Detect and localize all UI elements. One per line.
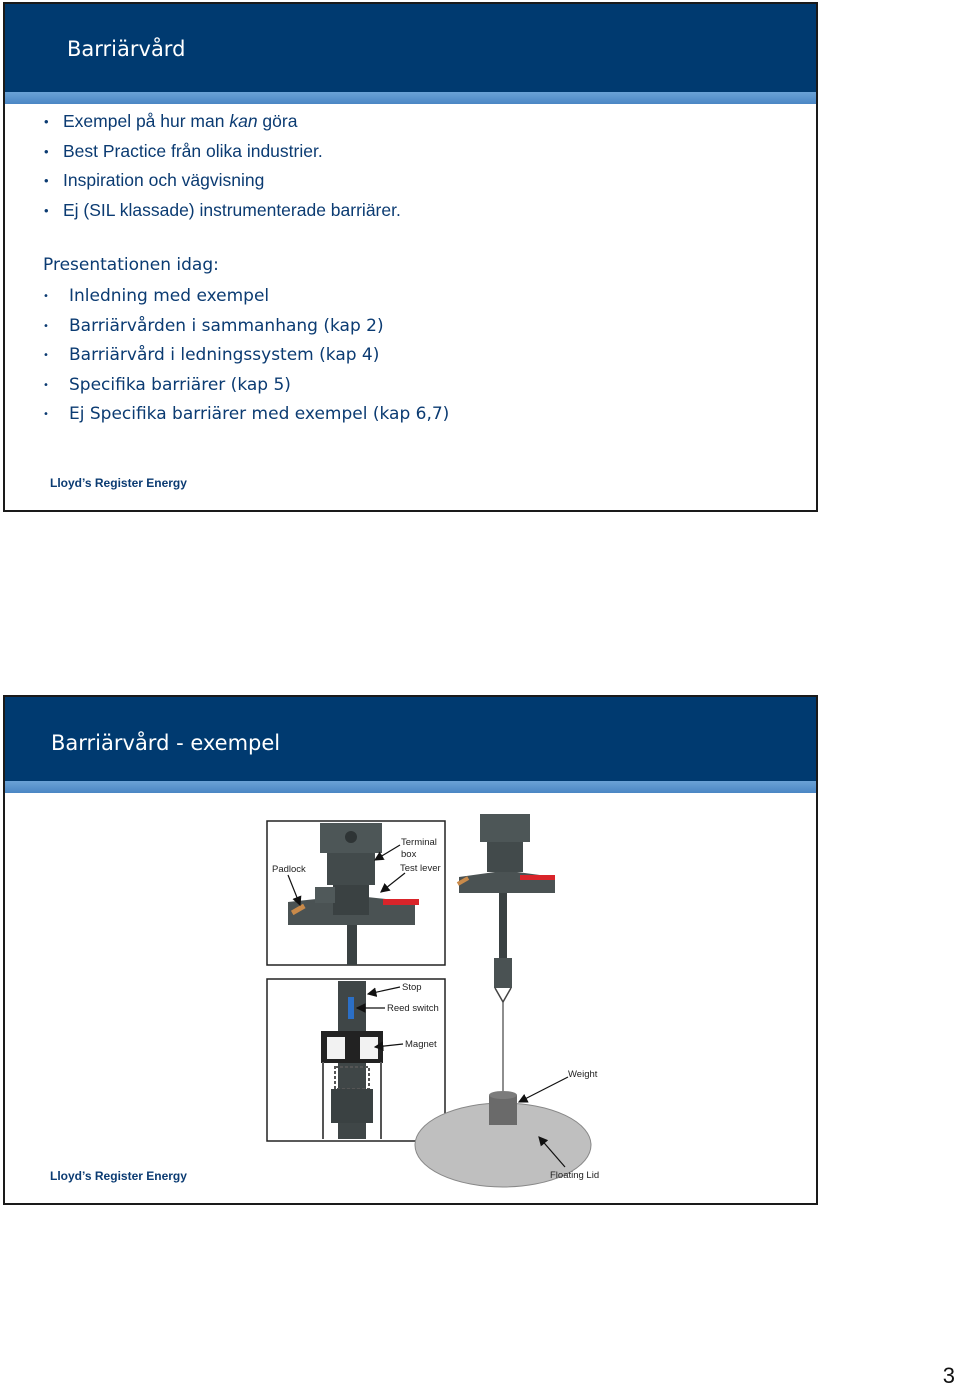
bullet-item: • Exempel på hur man kan göra xyxy=(43,107,401,137)
agenda-item: • Inledning med exempel xyxy=(43,282,449,312)
agenda-item: • Barriärvården i sammanhang (kap 2) xyxy=(43,312,449,342)
label-reed-switch: Reed switch xyxy=(387,1003,439,1014)
agenda-heading: Presentationen idag: xyxy=(43,255,219,275)
slide-title: Barriärvård xyxy=(67,37,186,61)
label-terminal-box-2: box xyxy=(401,849,417,860)
page-number: 3 xyxy=(942,1363,955,1388)
label-padlock: Padlock xyxy=(272,864,306,875)
bullet-item: • Ej (SIL klassade) instrumenterade barriärer. xyxy=(43,196,401,226)
agenda-item: • Specifika barriärer (kap 5) xyxy=(43,371,449,401)
label-stop: Stop xyxy=(402,982,422,993)
terminal-box-detail xyxy=(267,821,445,965)
reed-switch-detail xyxy=(267,979,445,1141)
footer-brand: Lloyd’s Register Energy xyxy=(50,1169,187,1183)
label-floating-lid: Floating Lid xyxy=(550,1170,600,1181)
slide-2 xyxy=(3,695,818,1205)
header-stripe xyxy=(5,92,816,104)
label-terminal-box: Terminal xyxy=(401,837,437,848)
agenda-item: • Barriärvård i ledningssystem (kap 4) xyxy=(43,341,449,371)
agenda-list xyxy=(43,282,449,430)
label-magnet: Magnet xyxy=(405,1039,437,1050)
footer-brand: Lloyd’s Register Energy xyxy=(50,476,187,490)
bullet-item: • Best Practice från olika industrier. xyxy=(43,137,401,167)
bullet-item: • Inspiration och vägvisning xyxy=(43,166,401,196)
level-switch-diagram xyxy=(5,697,816,1203)
slide-1 xyxy=(3,2,818,512)
intro-bullet-list xyxy=(43,107,401,225)
slide-title: Barriärvård - exempel xyxy=(51,731,281,755)
label-test-lever: Test lever xyxy=(400,863,441,874)
label-weight: Weight xyxy=(568,1069,598,1080)
agenda-item: • Ej Specifika barriärer med exempel (kap 6,7) xyxy=(43,400,449,430)
